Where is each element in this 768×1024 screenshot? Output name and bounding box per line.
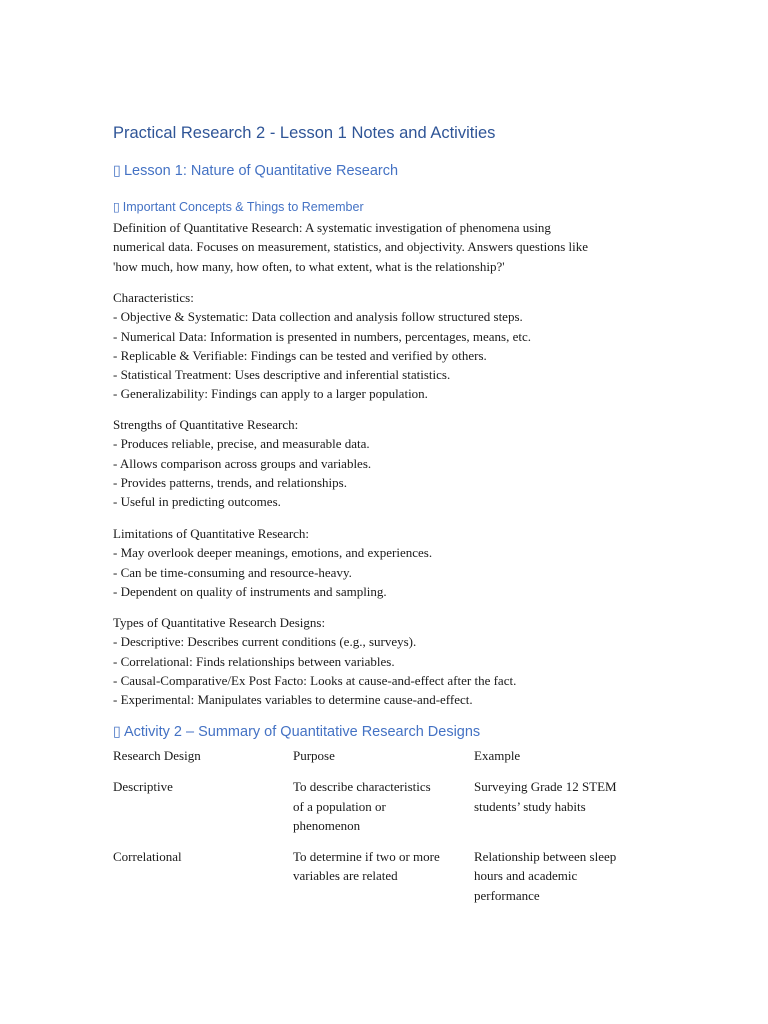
list-item: - Produces reliable, precise, and measurable data.	[113, 436, 370, 452]
lesson-heading	[113, 163, 398, 179]
list-item: - Allows comparison across groups and variables.	[113, 455, 372, 471]
limitations-heading: Limitations of Quantitative Research:	[113, 526, 310, 541]
table-cell-example	[474, 777, 664, 835]
table-cell-design	[113, 777, 293, 835]
list-item: - Statistical Treatment: Uses descriptive and inferential statistics.	[113, 367, 451, 383]
cell-line: variables are related	[293, 868, 398, 884]
list-item: - Causal-Comparative/Ex Post Facto: Looks at cause-and-effect after the fact.	[113, 672, 517, 688]
list-item: - Provides patterns, trends, and relationships.	[113, 474, 347, 490]
table-cell-purpose	[293, 847, 474, 905]
table-cell-purpose	[293, 777, 474, 835]
list-item: - May overlook deeper meanings, emotions, and experiences.	[113, 545, 433, 561]
column-header: Research Design	[113, 748, 201, 763]
list-item: - Generalizability: Findings can apply to a larger population.	[113, 386, 428, 402]
column-header: Example	[474, 748, 521, 763]
limitations-section	[113, 524, 673, 601]
list-item: - Descriptive: Describes current conditions (e.g., surveys).	[113, 634, 417, 650]
cell-line: To describe characteristics	[293, 779, 431, 795]
cell-line: Surveying Grade 12 STEM	[474, 779, 617, 795]
cell-line: Descriptive	[113, 779, 173, 795]
cell-line: Correlational	[113, 849, 182, 865]
activity-heading-text: Activity 2 – Summary of Quantitative Research Designs	[123, 724, 481, 740]
cell-line: To determine if two or more	[293, 849, 440, 865]
table-row	[113, 847, 673, 905]
strengths-section	[113, 415, 673, 511]
table-cell-design	[113, 847, 293, 905]
table-header-row	[113, 746, 673, 765]
list-item: - Dependent on quality of instruments and sampling.	[113, 583, 387, 599]
cell-line: of a population or	[293, 798, 386, 814]
definition-line: 'how much, how many, how often, to what extent, what is the relationship?'	[113, 258, 505, 274]
concepts-heading-text: Important Concepts & Things to Remember	[122, 200, 364, 214]
definition-line: Definition of Quantitative Research: A systematic investigation of phenomena using	[113, 220, 551, 235]
list-item: - Can be time-consuming and resource-heavy.	[113, 564, 352, 580]
strengths-heading: Strengths of Quantitative Research:	[113, 417, 299, 432]
cell-line: phenomenon	[293, 817, 361, 833]
lesson-heading-text: Lesson 1: Nature of Quantitative Research	[123, 163, 399, 179]
pin-icon: ▯	[113, 200, 120, 214]
list-item: - Useful in predicting outcomes.	[113, 494, 281, 510]
activity-heading	[113, 724, 480, 740]
characteristics-heading: Characteristics:	[113, 290, 194, 305]
list-item: - Replicable & Verifiable: Findings can be tested and verified by others.	[113, 347, 487, 363]
types-section	[113, 613, 673, 709]
designs-table	[113, 746, 673, 917]
list-item: - Correlational: Finds relationships between variables.	[113, 653, 395, 669]
characteristics-section	[113, 288, 673, 404]
cell-line: students’ study habits	[474, 798, 586, 814]
definition-paragraph	[113, 218, 673, 276]
document-title: Practical Research 2 - Lesson 1 Notes and Activities	[113, 124, 496, 142]
bookmark-icon: ▯	[113, 724, 121, 740]
bookmark-icon: ▯	[113, 163, 121, 179]
table-row	[113, 777, 673, 835]
column-header: Purpose	[293, 748, 335, 763]
cell-line: hours and academic	[474, 868, 578, 884]
cell-line: performance	[474, 887, 540, 903]
table-cell-example	[474, 847, 664, 905]
concepts-heading	[113, 199, 364, 214]
cell-line: Relationship between sleep	[474, 849, 617, 865]
list-item: - Experimental: Manipulates variables to determine cause-and-effect.	[113, 692, 473, 708]
list-item: - Objective & Systematic: Data collection and analysis follow structured steps.	[113, 309, 523, 325]
list-item: - Numerical Data: Information is presented in numbers, percentages, means, etc.	[113, 328, 532, 344]
definition-line: numerical data. Focuses on measurement, statistics, and objectivity. Answers questions like	[113, 239, 589, 255]
types-heading: Types of Quantitative Research Designs:	[113, 615, 326, 630]
